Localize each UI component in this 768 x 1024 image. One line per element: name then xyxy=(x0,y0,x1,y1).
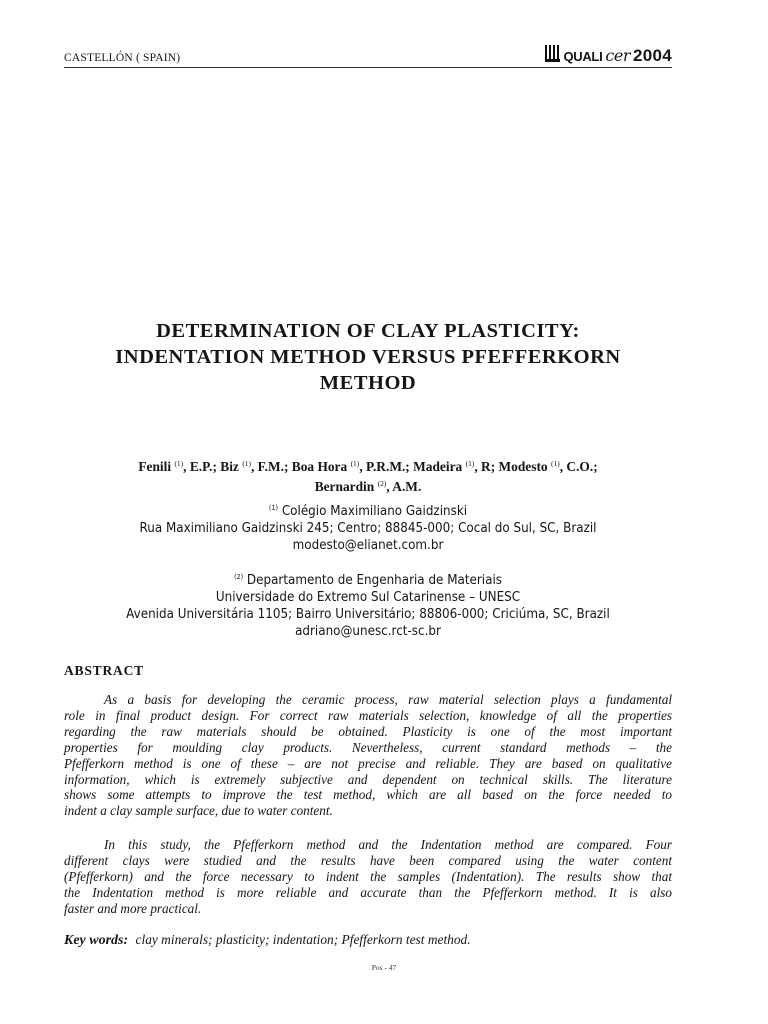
author-affil-marker: (1) xyxy=(242,459,251,468)
abstract-line: faster and more practical. xyxy=(64,900,202,916)
author-affil-marker: (2) xyxy=(377,479,387,488)
abstract-line: (Pfefferkorn) and the force necessary to indent the samples (Indentation). The results show that xyxy=(64,868,672,884)
logo-quali-text: QUALI xyxy=(563,49,603,64)
affiliation-email: adriano@unesc.rct-sc.br xyxy=(295,624,441,639)
author-name: Modesto xyxy=(498,459,548,474)
logo-year: 2004 xyxy=(632,46,672,65)
abstract-line: the Indentation method is more reliable and accurate than the Pfefferkorn method. It is also xyxy=(64,884,672,900)
abstract-line: role in final product design. For correct raw materials selection, knowledge of all the properties xyxy=(64,707,672,723)
affiliation-department xyxy=(88,569,647,589)
affiliation-name xyxy=(88,500,647,520)
abstract-line: information, which is extremely subjective and dependent on technical skills. The literature xyxy=(64,771,672,787)
logo-cer-text: cer xyxy=(605,46,630,65)
author-name: Madeira xyxy=(413,459,463,474)
affiliation-1 xyxy=(88,500,647,554)
keywords-text: clay minerals; plasticity; indentation; Pfefferkorn test method. xyxy=(135,932,471,947)
author-name: Biz xyxy=(220,459,239,474)
abstract-line: Pfefferkorn method is one of these – are not precise and reliable. They are based on qualitative xyxy=(64,755,672,771)
header-rule xyxy=(64,67,672,68)
qualicer-logo xyxy=(545,44,672,66)
abstract-paragraph-1 xyxy=(64,692,672,819)
affiliation-dept-name: Departamento de Engenharia de Materiais xyxy=(246,573,503,588)
affiliation-university: Universidade do Extremo Sul Catarinense – UNESC xyxy=(215,590,521,605)
author-name: Boa Hora xyxy=(291,459,348,474)
author-affil-marker: (1) xyxy=(465,459,475,468)
affil-marker: (1) xyxy=(268,504,279,512)
abstract-line: indent a clay sample surface, due to water content. xyxy=(64,803,333,819)
keywords-label: Key words: xyxy=(64,933,129,948)
abstract-line: In this study, the Pfefferkorn method and the Indentation method are compared. Four xyxy=(104,837,672,852)
author-initials: , P.R.M.; xyxy=(359,459,414,474)
abstract-line: As a basis for developing the ceramic process, raw material selection plays a fundamental xyxy=(104,692,672,707)
abstract-line: different clays were studied and the results have been compared using the water content xyxy=(64,852,672,868)
author-initials: , R; xyxy=(474,459,499,474)
author-line xyxy=(64,475,672,495)
author-list xyxy=(64,455,672,495)
author-initials: , F.M.; xyxy=(250,459,292,474)
keywords xyxy=(64,932,471,949)
paper-title xyxy=(64,318,672,396)
author-affil-marker: (1) xyxy=(350,459,360,468)
conference-location: CASTELLÓN ( SPAIN) xyxy=(64,52,181,64)
affiliation-address: Avenida Universitária 1105; Bairro Universitário; 88806-000; Criciúma, SC, Brazil xyxy=(126,607,610,622)
author-name: Bernardin xyxy=(314,479,375,494)
qualicer-logo-icon xyxy=(545,45,560,62)
affiliation-institution: Colégio Maximiliano Gaidzinski xyxy=(281,504,468,519)
affiliation-email: modesto@elianet.com.br xyxy=(292,538,444,553)
author-affil-marker: (1) xyxy=(174,459,184,468)
affiliation-2 xyxy=(88,569,647,640)
abstract-heading: ABSTRACT xyxy=(64,663,144,678)
affil-marker: (2) xyxy=(233,573,244,581)
author-affil-marker: (1) xyxy=(550,459,560,468)
page-number: Pos - 47 xyxy=(371,963,397,972)
abstract-line: regarding the raw materials should be obtained. Plasticity is one of the most important xyxy=(64,723,672,739)
abstract-paragraph-2 xyxy=(64,837,672,917)
author-line xyxy=(64,455,672,475)
affiliation-address: Rua Maximiliano Gaidzinski 245; Centro; 88845-000; Cocal do Sul, SC, Brazil xyxy=(139,521,597,536)
title-line: DETERMINATION OF CLAY PLASTICITY: xyxy=(156,320,580,342)
title-line: METHOD xyxy=(319,372,417,394)
abstract-line: properties for moulding clay products. Nevertheless, current standard methods – the xyxy=(64,739,672,755)
author-name: Fenili xyxy=(138,459,172,474)
title-line: INDENTATION METHOD VERSUS PFEFFERKORN xyxy=(115,346,621,368)
author-initials: , A.M. xyxy=(386,479,422,494)
abstract-line: shows some attempts to improve the test method, which are all based on the force needed to xyxy=(64,787,672,803)
author-initials: , E.P.; xyxy=(183,459,221,474)
author-initials: , C.O.; xyxy=(559,459,598,474)
